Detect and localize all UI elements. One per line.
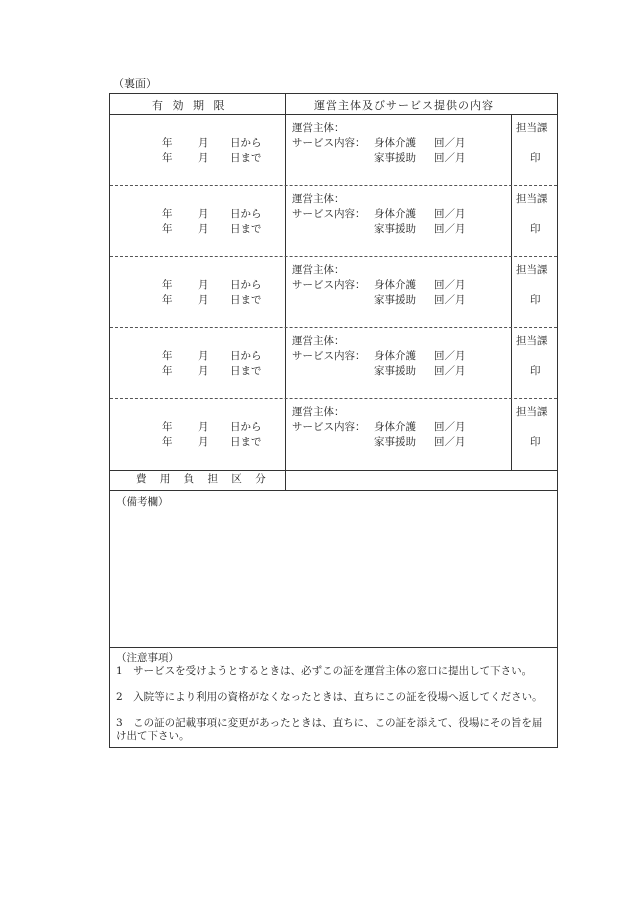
cost-row-bottom-line (110, 490, 557, 491)
housework-support-label: 家事援助 (374, 436, 416, 448)
physical-care-label: 身体介護 (374, 279, 416, 291)
physical-care-frequency-label: 回／月 (434, 421, 466, 433)
section-in-charge-label: 担当課 (516, 264, 548, 276)
cost-row-top-line (110, 470, 557, 471)
entry-row-dashed-separator (110, 327, 557, 328)
physical-care-frequency-label: 回／月 (434, 208, 466, 220)
period-to-day-label: 日まで (230, 223, 262, 235)
period-to-day-label: 日まで (230, 365, 262, 377)
operator-label: 運営主体： (292, 264, 345, 276)
period-from-year-label: 年 (162, 279, 173, 291)
service-content-label: サービス内容： (292, 208, 366, 220)
housework-support-label: 家事援助 (374, 152, 416, 164)
period-to-month-label: 月 (198, 152, 209, 164)
note-item-3: 3 この証の記載事項に変更があったときは、直ちに、この証を添えて、役場にその旨を届け出て下さい。 (116, 717, 543, 742)
seal-mark-label: 印 (530, 294, 541, 306)
entry-row-dashed-separator (110, 398, 557, 399)
period-to-year-label: 年 (162, 152, 173, 164)
service-content-label: サービス内容： (292, 137, 366, 149)
period-to-year-label: 年 (162, 436, 173, 448)
period-from-day-label: 日から (230, 208, 262, 220)
physical-care-frequency-label: 回／月 (434, 279, 466, 291)
period-from-day-label: 日から (230, 421, 262, 433)
period-from-month-label: 月 (198, 350, 209, 362)
section-in-charge-label: 担当課 (516, 406, 548, 418)
housework-support-label: 家事援助 (374, 223, 416, 235)
certificate-back-table (109, 93, 558, 748)
housework-frequency-label: 回／月 (434, 223, 466, 235)
remarks-label: （備考欄） (116, 496, 169, 508)
period-from-year-label: 年 (162, 421, 173, 433)
period-to-month-label: 月 (198, 223, 209, 235)
header-service-content: 運営主体及びサービス提供の内容 (314, 99, 494, 112)
seal-mark-label: 印 (530, 436, 541, 448)
housework-support-label: 家事援助 (374, 365, 416, 377)
service-content-label: サービス内容： (292, 421, 366, 433)
period-from-year-label: 年 (162, 137, 173, 149)
section-in-charge-label: 担当課 (516, 193, 548, 205)
period-from-year-label: 年 (162, 350, 173, 362)
operator-label: 運営主体： (292, 335, 345, 347)
operator-label: 運営主体： (292, 122, 345, 134)
remarks-bottom-line (110, 647, 557, 648)
period-to-year-label: 年 (162, 294, 173, 306)
period-from-month-label: 月 (198, 279, 209, 291)
notes-title: （注意事項） (116, 652, 179, 664)
physical-care-frequency-label: 回／月 (434, 350, 466, 362)
housework-frequency-label: 回／月 (434, 152, 466, 164)
period-to-day-label: 日まで (230, 294, 262, 306)
physical-care-label: 身体介護 (374, 350, 416, 362)
period-from-month-label: 月 (198, 421, 209, 433)
period-to-month-label: 月 (198, 436, 209, 448)
cost-burden-label: 費 用 負 担 区 分 (136, 473, 271, 485)
page-side-caption: （裏面） (113, 77, 157, 90)
service-content-label: サービス内容： (292, 350, 366, 362)
header-valid-period: 有 効 期 限 (152, 99, 228, 112)
column-divider-stamp (511, 114, 512, 470)
entry-row-dashed-separator (110, 185, 557, 186)
period-from-month-label: 月 (198, 137, 209, 149)
period-from-day-label: 日から (230, 350, 262, 362)
period-to-month-label: 月 (198, 294, 209, 306)
physical-care-label: 身体介護 (374, 421, 416, 433)
physical-care-frequency-label: 回／月 (434, 137, 466, 149)
physical-care-label: 身体介護 (374, 137, 416, 149)
physical-care-label: 身体介護 (374, 208, 416, 220)
seal-mark-label: 印 (530, 152, 541, 164)
seal-mark-label: 印 (530, 223, 541, 235)
period-from-day-label: 日から (230, 137, 262, 149)
housework-support-label: 家事援助 (374, 294, 416, 306)
header-divider (110, 114, 557, 115)
operator-label: 運営主体： (292, 193, 345, 205)
period-to-day-label: 日まで (230, 152, 262, 164)
column-divider-main (285, 94, 286, 490)
period-from-day-label: 日から (230, 279, 262, 291)
section-in-charge-label: 担当課 (516, 335, 548, 347)
period-to-year-label: 年 (162, 223, 173, 235)
period-from-month-label: 月 (198, 208, 209, 220)
period-to-day-label: 日まで (230, 436, 262, 448)
service-content-label: サービス内容： (292, 279, 366, 291)
period-to-month-label: 月 (198, 365, 209, 377)
housework-frequency-label: 回／月 (434, 365, 466, 377)
period-to-year-label: 年 (162, 365, 173, 377)
entry-row-dashed-separator (110, 256, 557, 257)
note-item-1: 1 サービスを受けようとするときは、必ずこの証を運営主体の窓口に提出して下さい。 (116, 665, 533, 677)
section-in-charge-label: 担当課 (516, 122, 548, 134)
operator-label: 運営主体： (292, 406, 345, 418)
housework-frequency-label: 回／月 (434, 294, 466, 306)
period-from-year-label: 年 (162, 208, 173, 220)
housework-frequency-label: 回／月 (434, 436, 466, 448)
note-item-2: 2 入院等により利用の資格がなくなったときは、直ちにこの証を役場へ返してください。 (116, 691, 543, 703)
seal-mark-label: 印 (530, 365, 541, 377)
